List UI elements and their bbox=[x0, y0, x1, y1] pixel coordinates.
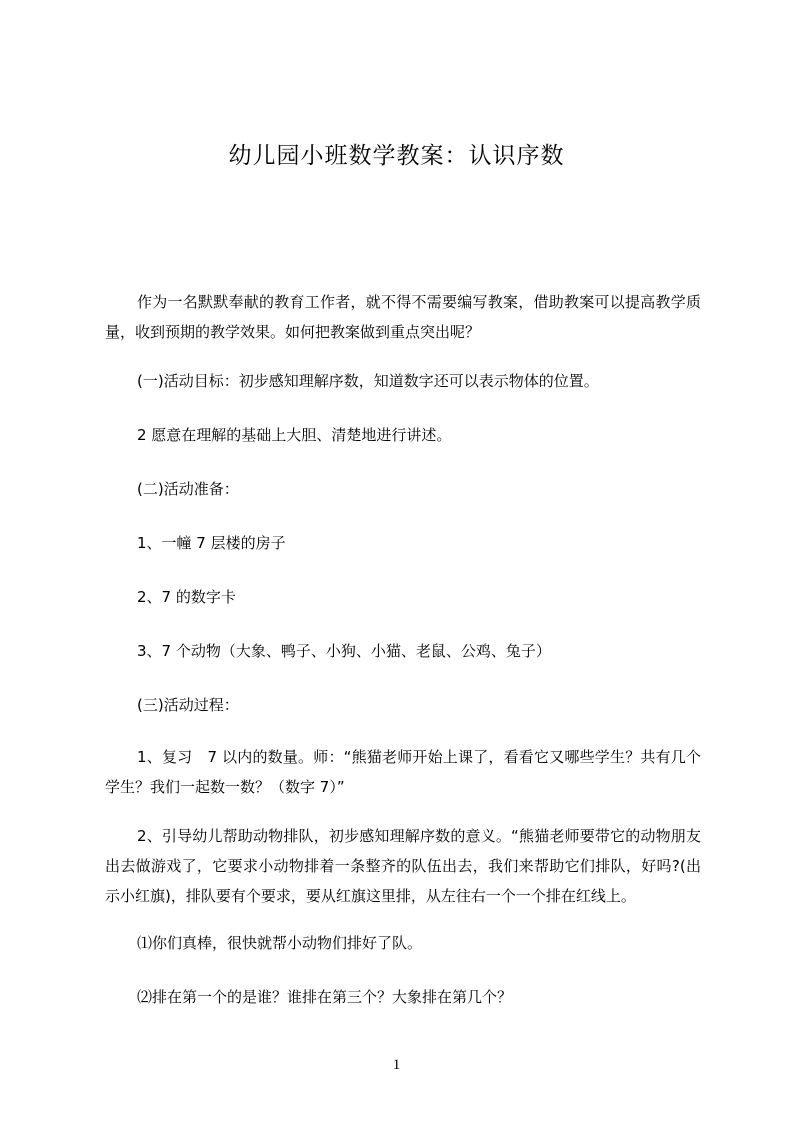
preparation-heading: (二)活动准备： bbox=[137, 480, 239, 498]
preparation-item-1: 1、一幢 7 层楼的房子 bbox=[137, 534, 286, 552]
preparation-item-3: 3、7 个动物（大象、鸭子、小狗、小猫、老鼠、公鸡、兔子） bbox=[137, 642, 551, 660]
process-step-1: 1、复习 7 以内的数量。师：“熊猫老师开始上课了，看看它又哪些学生？共有几个学生？我们一起数一数？（数字 7）” bbox=[105, 748, 701, 796]
process-substep-2: ⑵排在第一个的是谁？谁排在第三个？大象排在第几个？ bbox=[137, 988, 513, 1006]
process-substep-1: ⑴你们真棒，很快就帮小动物们排好了队。 bbox=[137, 934, 423, 952]
page-number: 1 bbox=[392, 1057, 401, 1073]
preparation-item-2: 2、7 的数字卡 bbox=[137, 588, 236, 606]
objective-paragraph: (一)活动目标：初步感知理解序数，知道数字还可以表示物体的位置。 bbox=[137, 372, 599, 390]
process-heading: (三)活动过程： bbox=[137, 696, 239, 714]
objective-item-2: 2 愿意在理解的基础上大胆、清楚地进行讲述。 bbox=[137, 426, 452, 444]
process-step-2: 2、引导幼儿帮助动物排队，初步感知理解序数的意义。“熊猫老师要带它的动物朋友出去做游戏了，它要求小动物排着一条整齐的队伍出去，我们来帮助它们排队，好吗?(出示小红旗)，排队要有个要求，要从红旗这里排，从左往右一个一个排在红线上。 bbox=[105, 827, 701, 905]
intro-paragraph: 作为一名默默奉献的教育工作者，就不得不需要编写教案，借助教案可以提高教学质量，收到预期的教学效果。如何把教案做到重点突出呢？ bbox=[105, 293, 701, 341]
document-title: 幼儿园小班数学教案：认识序数 bbox=[228, 143, 565, 169]
